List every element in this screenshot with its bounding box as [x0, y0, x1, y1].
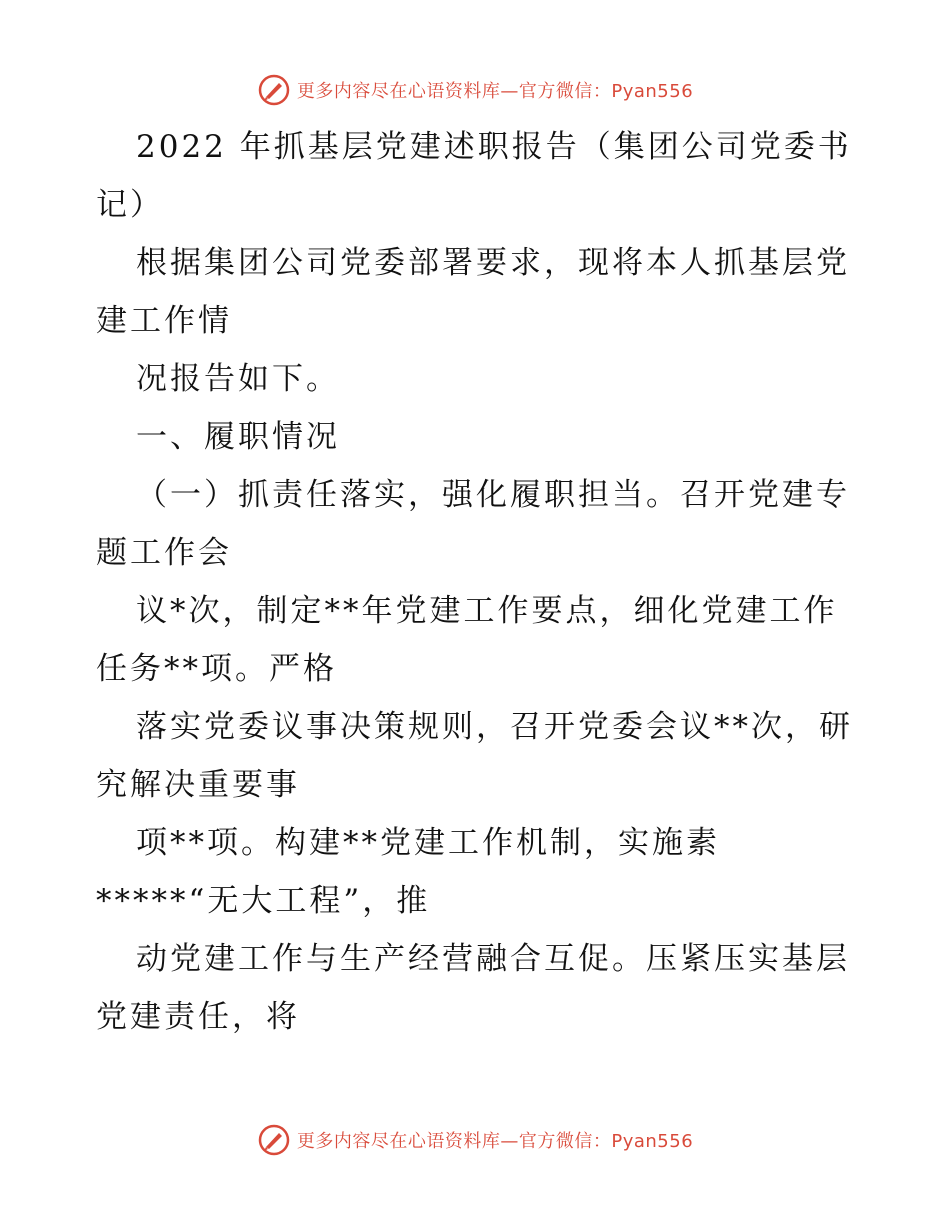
watermark-text: 更多内容尽在心语资料库—官方微信：Pyan556: [296, 1131, 694, 1152]
quill-logo-icon: [257, 73, 291, 107]
text-line: 况报告如下。: [136, 361, 340, 397]
text-line: 记）: [96, 187, 164, 223]
text-line: 项**项。构建**党建工作机制，实施素: [136, 825, 720, 861]
text-line: 议*次，制定**年党建工作要点，细化党建工作: [136, 593, 838, 629]
text-line: 题工作会: [96, 535, 232, 571]
section-heading: 一、履职情况: [136, 419, 340, 455]
text-line: 究解决重要事: [96, 767, 300, 803]
text-line: 根据集团公司党委部署要求，现将本人抓基层党: [136, 245, 850, 281]
watermark-footer: [0, 1120, 950, 1160]
text-line: 任务**项。严格: [96, 651, 337, 687]
quill-logo-icon: [257, 1123, 291, 1157]
text-line: *****“无大工程”，推: [96, 883, 431, 919]
watermark-text: 更多内容尽在心语资料库—官方微信：Pyan556: [296, 81, 694, 102]
text-line: 党建责任，将: [96, 999, 300, 1035]
text-line: 2022 年抓基层党建述职报告（集团公司党委书: [136, 129, 852, 165]
text-line: 动党建工作与生产经营融合互促。压紧压实基层: [136, 941, 850, 977]
text-line: （一）抓责任落实，强化履职担当。召开党建专: [136, 477, 850, 513]
text-line: 建工作情: [96, 303, 232, 339]
text-line: 落实党委议事决策规则，召开党委会议**次，研: [136, 709, 853, 745]
document-body: [96, 118, 856, 1046]
watermark-header: [0, 70, 950, 110]
